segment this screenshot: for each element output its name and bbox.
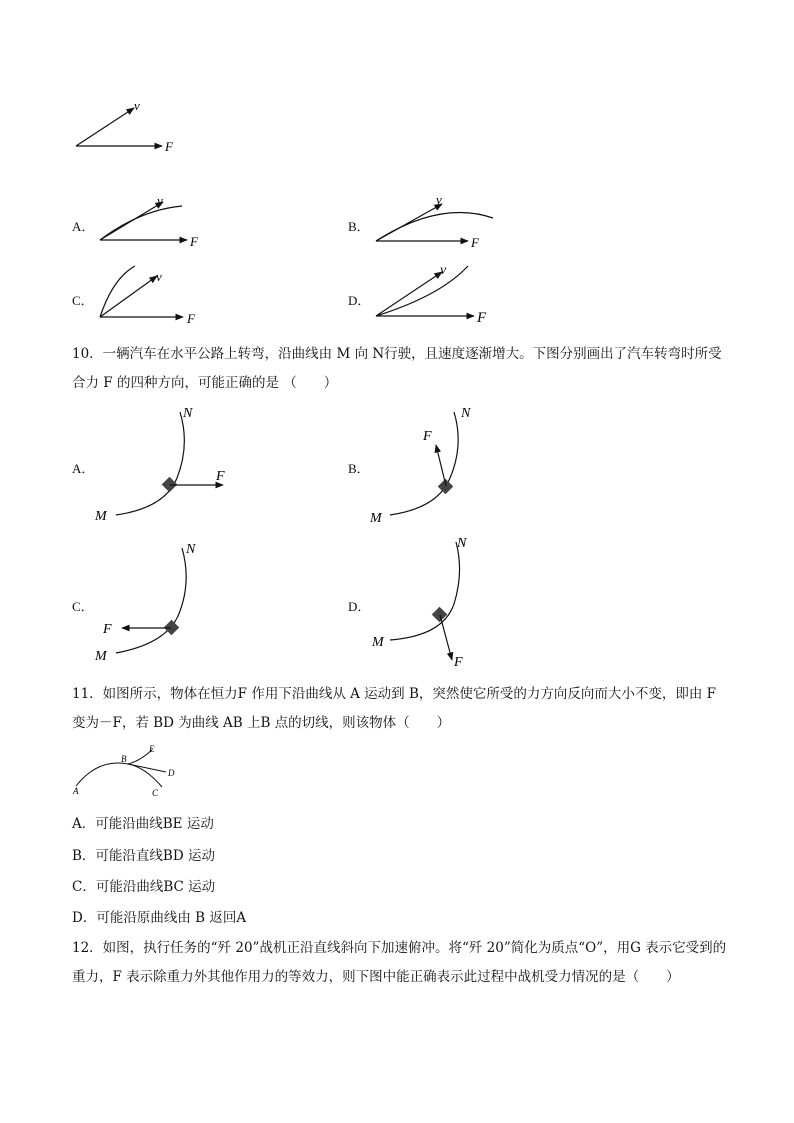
q9-option-d-figure bbox=[370, 260, 500, 328]
q9-option-b-label[interactable]: B． bbox=[348, 219, 370, 234]
v-label: v bbox=[134, 98, 140, 113]
q9-option-a-label[interactable]: A． bbox=[72, 219, 95, 234]
svg-text:A: A bbox=[73, 786, 79, 796]
svg-text:F: F bbox=[216, 469, 225, 484]
q9-option-b-figure bbox=[370, 190, 505, 252]
q9-reference-figure bbox=[70, 98, 190, 158]
q11-question-text: 11．如图所示，物体在恒力F 作用下沿曲线从 A 运动到 B，突然使它所受的力方向反向而大小不变，即由 F 变为－F，若 BD 为曲线 AB 上B 点的切线，则该物体（ ） bbox=[72, 686, 717, 731]
svg-text:v: v bbox=[440, 263, 447, 278]
q10-option-d-label[interactable]: D． bbox=[348, 599, 371, 614]
svg-text:v: v bbox=[156, 269, 162, 284]
car-marker bbox=[438, 479, 454, 495]
q11-option-a[interactable]: A．可能沿曲线BE 运动 bbox=[72, 816, 214, 832]
path-curve bbox=[390, 542, 460, 640]
svg-text:F: F bbox=[103, 622, 112, 637]
svg-text:v: v bbox=[157, 193, 163, 208]
q10-option-c-figure bbox=[90, 538, 240, 668]
svg-text:N: N bbox=[461, 406, 471, 421]
q10-option-d-figure bbox=[368, 532, 518, 672]
q10-option-b-label[interactable]: B． bbox=[348, 461, 370, 476]
svg-text:E: E bbox=[149, 744, 155, 754]
q10-option-c-label[interactable]: C． bbox=[72, 599, 94, 614]
svg-text:F: F bbox=[187, 311, 195, 326]
path-curve bbox=[390, 412, 458, 515]
curve-ac bbox=[76, 763, 162, 787]
q10-question-text: 10．一辆汽车在水平公路上转弯，沿曲线由 M 向 N行驶，且速度逐渐增大。下图分别画出了汽车转弯时所受合力 F 的四种方向，可能正确的是 （ ） bbox=[72, 346, 722, 391]
path-curve bbox=[116, 548, 186, 653]
svg-text:F: F bbox=[471, 235, 479, 250]
svg-text:v: v bbox=[436, 192, 442, 207]
trajectory-curve bbox=[100, 266, 135, 317]
svg-text:N: N bbox=[183, 406, 193, 421]
trajectory-curve bbox=[100, 206, 182, 240]
velocity-arrow bbox=[76, 108, 134, 146]
svg-text:M: M bbox=[372, 635, 384, 650]
svg-text:F: F bbox=[190, 234, 198, 249]
svg-text:F: F bbox=[423, 429, 432, 444]
svg-text:D: D bbox=[168, 768, 175, 778]
q11-option-d[interactable]: D．可能沿原曲线由 B 返回A bbox=[72, 910, 247, 926]
q9-option-d-label[interactable]: D． bbox=[348, 293, 371, 308]
tangent-bd bbox=[128, 764, 166, 772]
svg-text:M: M bbox=[95, 649, 107, 664]
svg-text:B: B bbox=[121, 754, 127, 764]
force-arrow bbox=[440, 615, 452, 660]
q10-option-a-figure bbox=[90, 400, 250, 530]
svg-text:M: M bbox=[95, 509, 107, 524]
svg-text:N: N bbox=[186, 542, 196, 557]
f-label: F bbox=[165, 139, 173, 154]
q11-figure bbox=[70, 742, 180, 798]
q10-option-a-label[interactable]: A． bbox=[72, 461, 95, 476]
q11-option-b[interactable]: B．可能沿直线BD 运动 bbox=[72, 848, 215, 864]
force-arrow bbox=[436, 445, 446, 486]
svg-text:F: F bbox=[454, 655, 463, 670]
q9-option-c-figure bbox=[95, 262, 215, 326]
q9-option-a-figure bbox=[95, 192, 215, 252]
trajectory-curve bbox=[376, 266, 468, 316]
path-curve bbox=[116, 412, 184, 515]
svg-text:N: N bbox=[457, 536, 467, 551]
svg-text:C: C bbox=[152, 788, 159, 798]
q11-option-c[interactable]: C．可能沿曲线BC 运动 bbox=[72, 879, 216, 895]
q12-question-text: 12．如图，执行任务的“歼 20”战机正沿直线斜向下加速俯冲。将“歼 20”简化为质点“O”，用G 表示它受到的重力，F 表示除重力外其他作用力的等效力，则下图中能正确表示此过程中战机受力情况的是（ ） bbox=[72, 940, 727, 985]
svg-text:F: F bbox=[477, 310, 487, 326]
q9-option-c-label[interactable]: C． bbox=[72, 293, 94, 308]
q10-option-b-figure bbox=[368, 400, 518, 530]
svg-text:M: M bbox=[370, 511, 382, 526]
